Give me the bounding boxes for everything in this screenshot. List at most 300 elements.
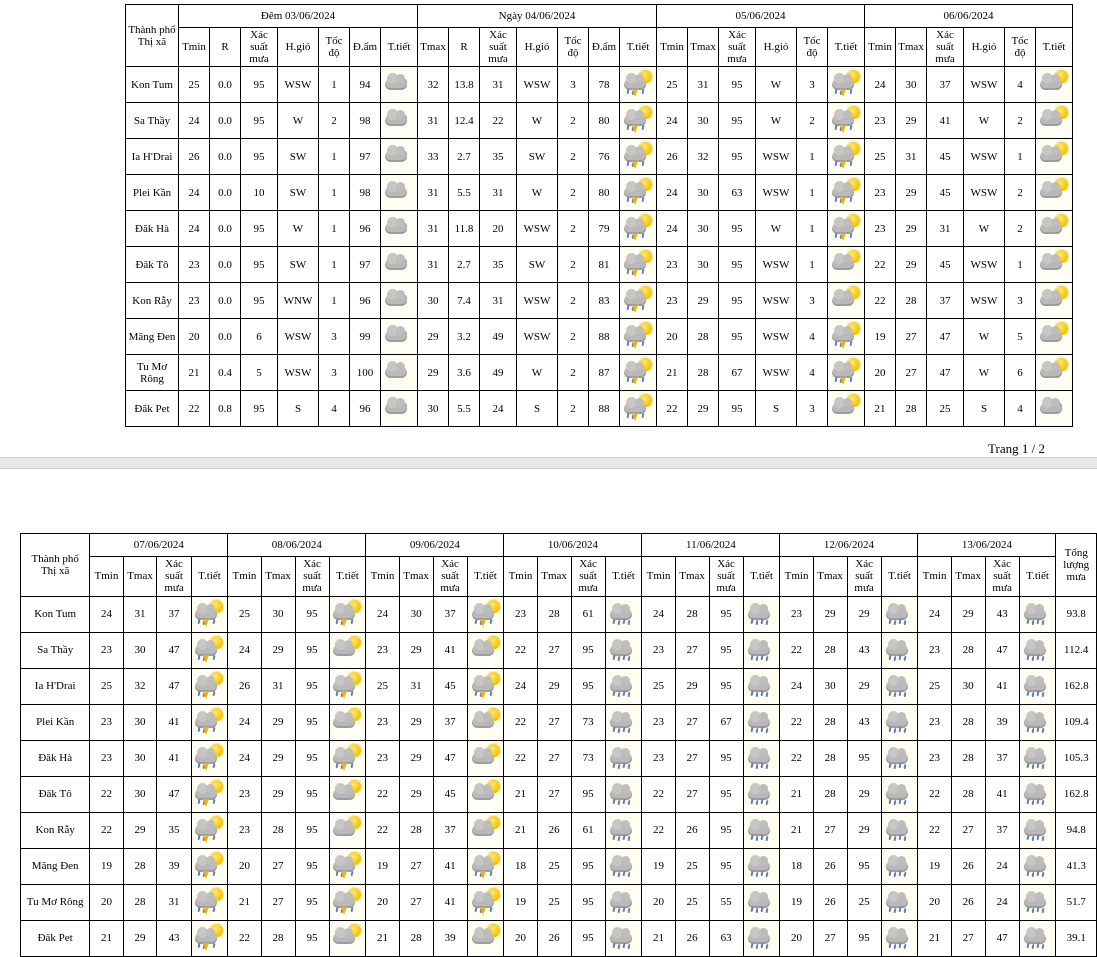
value-cell: W xyxy=(278,211,319,247)
value-cell: 28 xyxy=(399,812,433,848)
value-cell: 39 xyxy=(433,920,467,956)
weather-icon-cell xyxy=(743,920,780,956)
weather-icon-cell xyxy=(828,391,865,427)
value-cell: 24 xyxy=(985,848,1019,884)
weather-icon-cell xyxy=(1019,812,1056,848)
weather-icon-cell xyxy=(191,596,228,632)
weather-icon-cell xyxy=(1036,103,1073,139)
value-cell: 28 xyxy=(813,704,847,740)
value-cell: 1 xyxy=(797,247,828,283)
weather-icon-storm xyxy=(332,672,362,698)
weather-icon-cell xyxy=(467,668,504,704)
value-cell: 24 xyxy=(228,740,261,776)
col-header: Xác suất mưa xyxy=(433,557,467,596)
value-cell: 0.0 xyxy=(210,139,241,175)
value-cell: 95 xyxy=(571,848,605,884)
value-cell: 29 xyxy=(261,740,295,776)
weather-icon-cloudy xyxy=(384,322,414,348)
value-cell: 95 xyxy=(847,740,881,776)
value-cell: WSW xyxy=(756,175,797,211)
weather-icon-storm xyxy=(623,214,653,240)
weather-icon-cell xyxy=(381,139,418,175)
value-cell: 80 xyxy=(589,103,620,139)
value-cell: SW xyxy=(517,247,558,283)
value-cell: 37 xyxy=(157,596,191,632)
weather-icon-cell xyxy=(381,355,418,391)
weather-icon-storm xyxy=(471,600,501,626)
date-group-header: 13/06/2024 xyxy=(918,534,1056,557)
date-group-header: 09/06/2024 xyxy=(366,534,504,557)
weather-icon-rain xyxy=(609,888,639,914)
value-cell: 61 xyxy=(571,812,605,848)
table-row xyxy=(21,812,1097,848)
city-name-cell: Măng Đen xyxy=(126,319,179,355)
table-row xyxy=(126,139,1073,175)
weather-icon-partly xyxy=(332,708,362,734)
value-cell: 27 xyxy=(896,319,927,355)
value-cell: 4 xyxy=(797,319,828,355)
col-header: Tốc độ xyxy=(1005,28,1036,67)
value-cell: 27 xyxy=(813,920,847,956)
weather-icon-cell xyxy=(828,247,865,283)
value-cell: 20 xyxy=(228,848,261,884)
value-cell: 4 xyxy=(1005,391,1036,427)
table-row xyxy=(126,319,1073,355)
value-cell: 19 xyxy=(865,319,896,355)
value-cell: 6 xyxy=(1005,355,1036,391)
value-cell: 95 xyxy=(295,704,329,740)
value-cell: 95 xyxy=(241,283,278,319)
value-cell: 23 xyxy=(865,211,896,247)
col-header: Xác suất mưa xyxy=(985,557,1019,596)
value-cell: 25 xyxy=(537,884,571,920)
weather-icon-cell xyxy=(881,884,918,920)
value-cell: 27 xyxy=(537,632,571,668)
weather-icon-partly xyxy=(1039,322,1069,348)
total-rain-cell: 94.8 xyxy=(1056,812,1097,848)
col-header: Tmax xyxy=(813,557,847,596)
value-cell: 20 xyxy=(865,355,896,391)
weather-icon-rain xyxy=(609,924,639,950)
value-cell: 27 xyxy=(675,740,709,776)
weather-icon-partly xyxy=(332,780,362,806)
value-cell: 22 xyxy=(865,247,896,283)
weather-icon-rain xyxy=(747,600,777,626)
value-cell: 27 xyxy=(813,812,847,848)
value-cell: 76 xyxy=(589,139,620,175)
value-cell: 95 xyxy=(295,632,329,668)
value-cell: 31 xyxy=(261,668,295,704)
weather-icon-cell xyxy=(620,319,657,355)
table-row xyxy=(126,175,1073,211)
weather-icon-cell xyxy=(605,704,642,740)
weather-icon-rain xyxy=(885,708,915,734)
city-name-cell: Sa Thầy xyxy=(126,103,179,139)
value-cell: WSW xyxy=(278,67,319,103)
value-cell: WSW xyxy=(964,283,1005,319)
value-cell: 30 xyxy=(688,175,719,211)
table1-body xyxy=(126,67,1073,427)
value-cell: 24 xyxy=(657,103,688,139)
value-cell: 2 xyxy=(319,103,350,139)
weather-icon-cell xyxy=(191,740,228,776)
value-cell: 95 xyxy=(571,776,605,812)
col-header: Tmin xyxy=(918,557,951,596)
value-cell: 95 xyxy=(719,391,756,427)
weather-icon-cell xyxy=(329,596,366,632)
col-header: Xác suất mưa xyxy=(927,28,964,67)
weather-icon-rain xyxy=(1023,924,1053,950)
value-cell: 49 xyxy=(480,355,517,391)
value-cell: 29 xyxy=(847,776,881,812)
value-cell: 37 xyxy=(927,67,964,103)
weather-icon-cell xyxy=(381,283,418,319)
value-cell: 30 xyxy=(896,67,927,103)
table2-header xyxy=(21,534,1097,596)
value-cell: 97 xyxy=(350,247,381,283)
city-name-cell: Đăk Pet xyxy=(126,391,179,427)
weather-icon-cell xyxy=(467,632,504,668)
value-cell: WSW xyxy=(278,319,319,355)
weather-icon-rain xyxy=(885,780,915,806)
value-cell: 95 xyxy=(719,139,756,175)
total-rain-cell: 51.7 xyxy=(1056,884,1097,920)
value-cell: 1 xyxy=(319,283,350,319)
weather-icon-rain xyxy=(885,888,915,914)
value-cell: 29 xyxy=(418,355,449,391)
total-rain-cell: 93.8 xyxy=(1056,596,1097,632)
table-row xyxy=(126,283,1073,319)
value-cell: 20 xyxy=(642,884,675,920)
weather-icon-cell xyxy=(1036,175,1073,211)
value-cell: 33 xyxy=(418,139,449,175)
value-cell: WSW xyxy=(517,211,558,247)
value-cell: 29 xyxy=(261,632,295,668)
weather-icon-cell xyxy=(191,632,228,668)
col-header: T.tiết xyxy=(329,557,366,596)
value-cell: 21 xyxy=(504,812,537,848)
value-cell: WSW xyxy=(756,319,797,355)
weather-icon-storm xyxy=(623,106,653,132)
weather-icon-rain xyxy=(885,924,915,950)
weather-icon-cell xyxy=(620,211,657,247)
value-cell: 35 xyxy=(480,247,517,283)
value-cell: S xyxy=(517,391,558,427)
value-cell: 29 xyxy=(896,175,927,211)
value-cell: 95 xyxy=(295,920,329,956)
weather-icon-storm xyxy=(194,888,224,914)
value-cell: 21 xyxy=(90,920,123,956)
value-cell: 28 xyxy=(896,391,927,427)
value-cell: WSW xyxy=(964,67,1005,103)
weather-icon-rain xyxy=(885,600,915,626)
col-header: Xác suất mưa xyxy=(719,28,756,67)
value-cell: 22 xyxy=(90,812,123,848)
value-cell: 0.0 xyxy=(210,247,241,283)
value-cell: 23 xyxy=(366,704,399,740)
weather-icon-partly xyxy=(332,924,362,950)
weather-icon-rain xyxy=(1023,600,1053,626)
weather-icon-storm xyxy=(831,214,861,240)
weather-icon-cell xyxy=(381,67,418,103)
value-cell: 1 xyxy=(319,139,350,175)
city-name-cell: Sa Thầy xyxy=(21,632,90,668)
value-cell: 22 xyxy=(504,632,537,668)
value-cell: 24 xyxy=(780,668,813,704)
value-cell: 20 xyxy=(504,920,537,956)
weather-icon-cell xyxy=(605,812,642,848)
value-cell: 96 xyxy=(350,211,381,247)
value-cell: 2 xyxy=(558,175,589,211)
col-header: Tmax xyxy=(537,557,571,596)
weather-icon-rain xyxy=(609,708,639,734)
weather-icon-cell xyxy=(1036,139,1073,175)
forecast-table-2 xyxy=(20,533,1097,956)
city-name-cell: Kon Rẫy xyxy=(126,283,179,319)
value-cell: 95 xyxy=(241,103,278,139)
value-cell: 2 xyxy=(558,391,589,427)
col-header: Xác suất mưa xyxy=(295,557,329,596)
value-cell: 95 xyxy=(847,848,881,884)
value-cell: 31 xyxy=(480,67,517,103)
value-cell: 3 xyxy=(797,391,828,427)
value-cell: 95 xyxy=(295,884,329,920)
weather-icon-cell xyxy=(329,812,366,848)
city-name-cell: Tu Mơ Rông xyxy=(126,355,179,391)
value-cell: 95 xyxy=(709,848,743,884)
value-cell: 31 xyxy=(896,139,927,175)
weather-icon-storm xyxy=(332,744,362,770)
table-row xyxy=(126,211,1073,247)
table-row xyxy=(21,668,1097,704)
value-cell: 35 xyxy=(480,139,517,175)
table-row xyxy=(21,704,1097,740)
value-cell: 37 xyxy=(985,812,1019,848)
value-cell: 28 xyxy=(261,920,295,956)
weather-icon-cell xyxy=(1019,596,1056,632)
weather-icon-cell xyxy=(1036,67,1073,103)
value-cell: 24 xyxy=(865,67,896,103)
col-header: Xác suất mưa xyxy=(571,557,605,596)
weather-icon-cloudy xyxy=(384,106,414,132)
value-cell: 23 xyxy=(504,596,537,632)
value-cell: 27 xyxy=(261,884,295,920)
table-row xyxy=(126,247,1073,283)
weather-icon-cell xyxy=(381,103,418,139)
weather-icon-storm xyxy=(471,852,501,878)
value-cell: 29 xyxy=(123,920,157,956)
value-cell: 30 xyxy=(123,632,157,668)
weather-icon-cell xyxy=(881,776,918,812)
value-cell: 95 xyxy=(709,668,743,704)
value-cell: 27 xyxy=(399,884,433,920)
weather-icon-cell xyxy=(881,668,918,704)
weather-icon-cloudy xyxy=(384,394,414,420)
value-cell: 41 xyxy=(985,776,1019,812)
value-cell: 5 xyxy=(241,355,278,391)
weather-icon-cell xyxy=(620,103,657,139)
value-cell: 1 xyxy=(319,175,350,211)
city-name-cell: Đăk Tô xyxy=(21,776,90,812)
col-header: Tmax xyxy=(675,557,709,596)
weather-icon-cell xyxy=(743,596,780,632)
value-cell: 98 xyxy=(350,175,381,211)
value-cell: WSW xyxy=(278,355,319,391)
value-cell: 3 xyxy=(319,319,350,355)
value-cell: 26 xyxy=(813,884,847,920)
weather-icon-cell xyxy=(605,740,642,776)
table-row xyxy=(126,391,1073,427)
value-cell: 27 xyxy=(951,812,985,848)
page-gap xyxy=(0,469,1097,529)
date-group-header: 06/06/2024 xyxy=(865,5,1073,28)
col-header: Tmax xyxy=(399,557,433,596)
col-header: H.gió xyxy=(756,28,797,67)
col-header: Đ.ẩm xyxy=(589,28,620,67)
value-cell: 37 xyxy=(985,740,1019,776)
weather-icon-cell xyxy=(881,596,918,632)
value-cell: WSW xyxy=(964,175,1005,211)
value-cell: 37 xyxy=(433,812,467,848)
weather-icon-partly xyxy=(332,636,362,662)
col-header: Tmin xyxy=(642,557,675,596)
city-name-cell: Kon Tum xyxy=(126,67,179,103)
value-cell: 27 xyxy=(896,355,927,391)
value-cell: 28 xyxy=(951,740,985,776)
table2-subheader-row xyxy=(21,557,1097,596)
value-cell: 2 xyxy=(558,283,589,319)
weather-icon-cell xyxy=(467,740,504,776)
value-cell: 94 xyxy=(350,67,381,103)
value-cell: 3 xyxy=(558,67,589,103)
weather-icon-storm xyxy=(623,70,653,96)
col-header: Xác suất mưa xyxy=(157,557,191,596)
value-cell: 28 xyxy=(537,596,571,632)
value-cell: 95 xyxy=(709,632,743,668)
value-cell: W xyxy=(517,103,558,139)
value-cell: 23 xyxy=(780,596,813,632)
value-cell: 81 xyxy=(589,247,620,283)
weather-icon-cell xyxy=(620,67,657,103)
col-header: Tmax xyxy=(123,557,157,596)
value-cell: 27 xyxy=(261,848,295,884)
weather-icon-cell xyxy=(828,103,865,139)
col-header: R xyxy=(210,28,241,67)
value-cell: 23 xyxy=(90,740,123,776)
value-cell: 3.2 xyxy=(449,319,480,355)
value-cell: 20 xyxy=(780,920,813,956)
value-cell: 32 xyxy=(123,668,157,704)
value-cell: 37 xyxy=(433,596,467,632)
value-cell: 41 xyxy=(433,848,467,884)
weather-icon-storm xyxy=(471,672,501,698)
value-cell: 30 xyxy=(813,668,847,704)
weather-icon-cell xyxy=(743,812,780,848)
col-header: Tmin xyxy=(780,557,813,596)
weather-icon-cloudy xyxy=(384,250,414,276)
value-cell: 1 xyxy=(797,175,828,211)
weather-icon-partly xyxy=(1039,106,1069,132)
total-rain-cell: 162.8 xyxy=(1056,776,1097,812)
weather-icon-rain xyxy=(609,672,639,698)
total-rain-cell: 105.3 xyxy=(1056,740,1097,776)
value-cell: 20 xyxy=(480,211,517,247)
value-cell: 24 xyxy=(228,632,261,668)
table-row xyxy=(126,67,1073,103)
weather-icon-cell xyxy=(605,884,642,920)
value-cell: 30 xyxy=(688,103,719,139)
value-cell: 29 xyxy=(896,103,927,139)
value-cell: 26 xyxy=(537,920,571,956)
forecast-table-2-wrapper xyxy=(0,529,1097,956)
value-cell: 27 xyxy=(537,776,571,812)
value-cell: 30 xyxy=(399,596,433,632)
value-cell: 73 xyxy=(571,740,605,776)
value-cell: 23 xyxy=(228,812,261,848)
weather-icon-partly xyxy=(471,708,501,734)
weather-icon-partly xyxy=(1039,286,1069,312)
value-cell: 28 xyxy=(688,355,719,391)
value-cell: 95 xyxy=(709,812,743,848)
weather-icon-storm xyxy=(332,852,362,878)
value-cell: 2 xyxy=(558,103,589,139)
weather-icon-partly xyxy=(471,636,501,662)
value-cell: 2 xyxy=(558,355,589,391)
value-cell: 22 xyxy=(918,776,951,812)
city-name-cell: Plei Kần xyxy=(126,175,179,211)
weather-icon-cell xyxy=(605,632,642,668)
weather-icon-cell xyxy=(828,283,865,319)
value-cell: 22 xyxy=(228,920,261,956)
weather-icon-partly xyxy=(471,780,501,806)
weather-icon-rain xyxy=(1023,636,1053,662)
weather-icon-cell xyxy=(1036,391,1073,427)
value-cell: 41 xyxy=(985,668,1019,704)
weather-icon-cell xyxy=(191,776,228,812)
value-cell: 6 xyxy=(241,319,278,355)
value-cell: 29 xyxy=(951,596,985,632)
value-cell: 96 xyxy=(350,283,381,319)
value-cell: 27 xyxy=(675,776,709,812)
city-name-cell: Tu Mơ Rông xyxy=(21,884,90,920)
value-cell: 29 xyxy=(418,319,449,355)
value-cell: 1 xyxy=(319,211,350,247)
value-cell: 95 xyxy=(571,668,605,704)
value-cell: 25 xyxy=(90,668,123,704)
weather-icon-partly xyxy=(1039,358,1069,384)
value-cell: 22 xyxy=(366,776,399,812)
value-cell: 0.4 xyxy=(210,355,241,391)
value-cell: WSW xyxy=(964,247,1005,283)
weather-icon-rain xyxy=(885,852,915,878)
value-cell: 1 xyxy=(319,247,350,283)
weather-icon-partly xyxy=(831,286,861,312)
value-cell: 18 xyxy=(504,848,537,884)
weather-icon-rain xyxy=(609,816,639,842)
weather-icon-storm xyxy=(623,286,653,312)
value-cell: 29 xyxy=(896,247,927,283)
value-cell: 23 xyxy=(366,740,399,776)
total-rain-cell: 112.4 xyxy=(1056,632,1097,668)
table-row xyxy=(21,596,1097,632)
value-cell: 0.0 xyxy=(210,319,241,355)
weather-icon-cell xyxy=(743,632,780,668)
value-cell: 95 xyxy=(241,247,278,283)
value-cell: 63 xyxy=(709,920,743,956)
value-cell: 21 xyxy=(918,920,951,956)
value-cell: 31 xyxy=(123,596,157,632)
city-column-header: Thành phố Thị xã xyxy=(126,5,179,67)
